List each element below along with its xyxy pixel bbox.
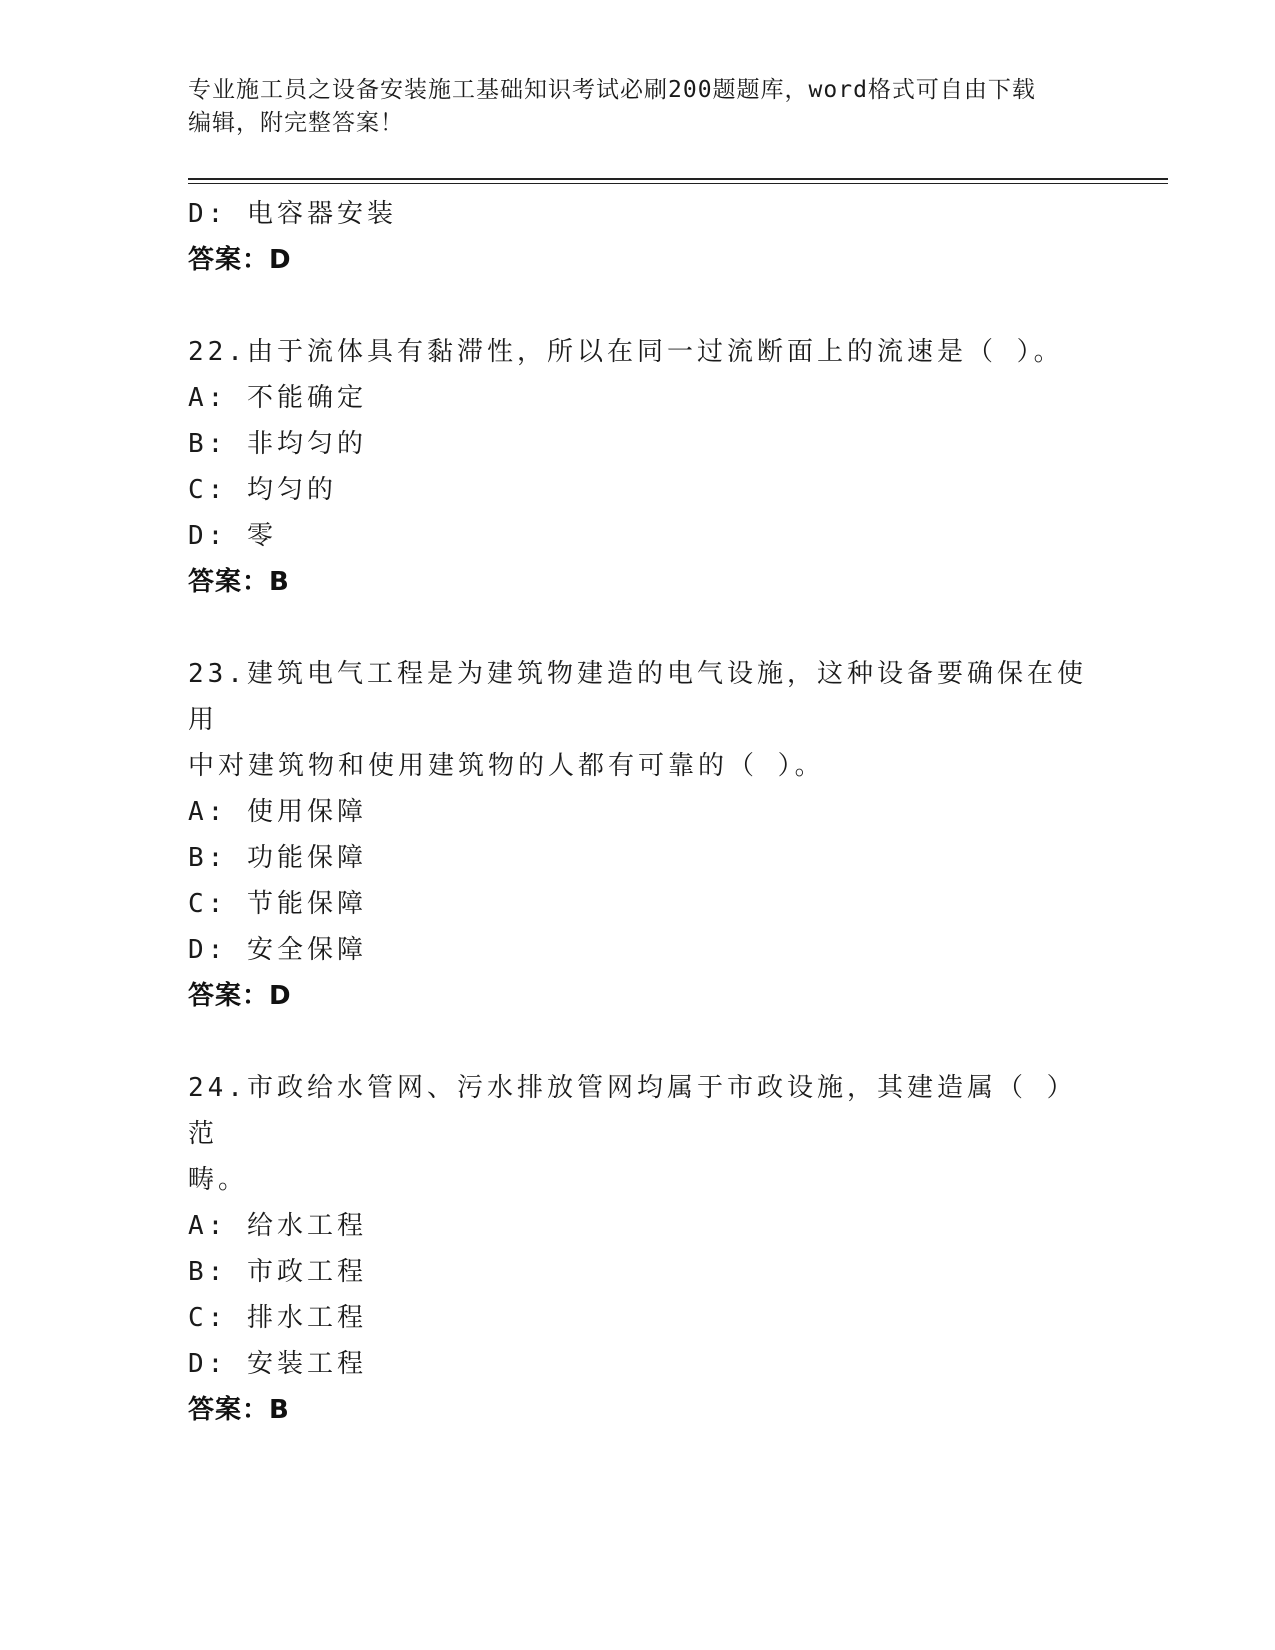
header-divider-thick: [188, 178, 1168, 180]
header-title-line-1: 专业施工员之设备安装施工基础知识考试必刷200题题库，word格式可自由下载: [188, 77, 1036, 103]
question-24-option-c: C: 排水工程: [188, 1303, 367, 1333]
question-list: [188, 191, 1088, 1433]
header-divider-thin: [188, 183, 1168, 184]
question-22-option-b: B: 非均匀的: [188, 429, 367, 459]
prev-question-answer: 答案：D: [188, 245, 292, 275]
spacer: [188, 605, 1088, 651]
question-24-option-a: A: 给水工程: [188, 1211, 367, 1241]
question-23-option-a: A: 使用保障: [188, 797, 367, 827]
spacer: [188, 283, 1088, 329]
question-24-stem-line-2: 畴。: [188, 1165, 249, 1195]
question-22-stem: 22.由于流体具有黏滞性，所以在同一过流断面上的流速是（ ）。: [188, 337, 1064, 367]
question-23-stem-line-1: 23.建筑电气工程是为建筑物建造的电气设施，这种设备要确保在使用: [188, 659, 1087, 735]
question-22-answer: 答案：B: [188, 567, 290, 597]
question-23-option-d: D: 安全保障: [188, 935, 367, 965]
question-22-option-a: A: 不能确定: [188, 383, 367, 413]
prev-question-option-d: D: 电容器安装: [188, 199, 397, 229]
document-page: [188, 0, 1168, 1650]
header-title-line-2: 编辑，附完整答案！: [188, 110, 404, 136]
question-23-stem-line-2: 中对建筑物和使用建筑物的人都有可靠的（ ）。: [188, 751, 825, 781]
question-23-answer: 答案：D: [188, 981, 292, 1011]
question-23-option-c: C: 节能保障: [188, 889, 367, 919]
question-23-option-b: B: 功能保障: [188, 843, 367, 873]
question-24: [188, 1065, 1088, 1433]
question-23: [188, 651, 1088, 1019]
question-22: [188, 329, 1088, 605]
question-22-option-d: D: 零: [188, 521, 277, 551]
question-24-answer: 答案：B: [188, 1395, 290, 1425]
question-24-option-d: D: 安装工程: [188, 1349, 367, 1379]
question-22-option-c: C: 均匀的: [188, 475, 337, 505]
spacer: [188, 1019, 1088, 1065]
document-header: [188, 74, 1068, 140]
question-24-stem-line-1: 24.市政给水管网、污水排放管网均属于市政设施，其建造属（ ）范: [188, 1073, 1077, 1149]
question-24-option-b: B: 市政工程: [188, 1257, 367, 1287]
